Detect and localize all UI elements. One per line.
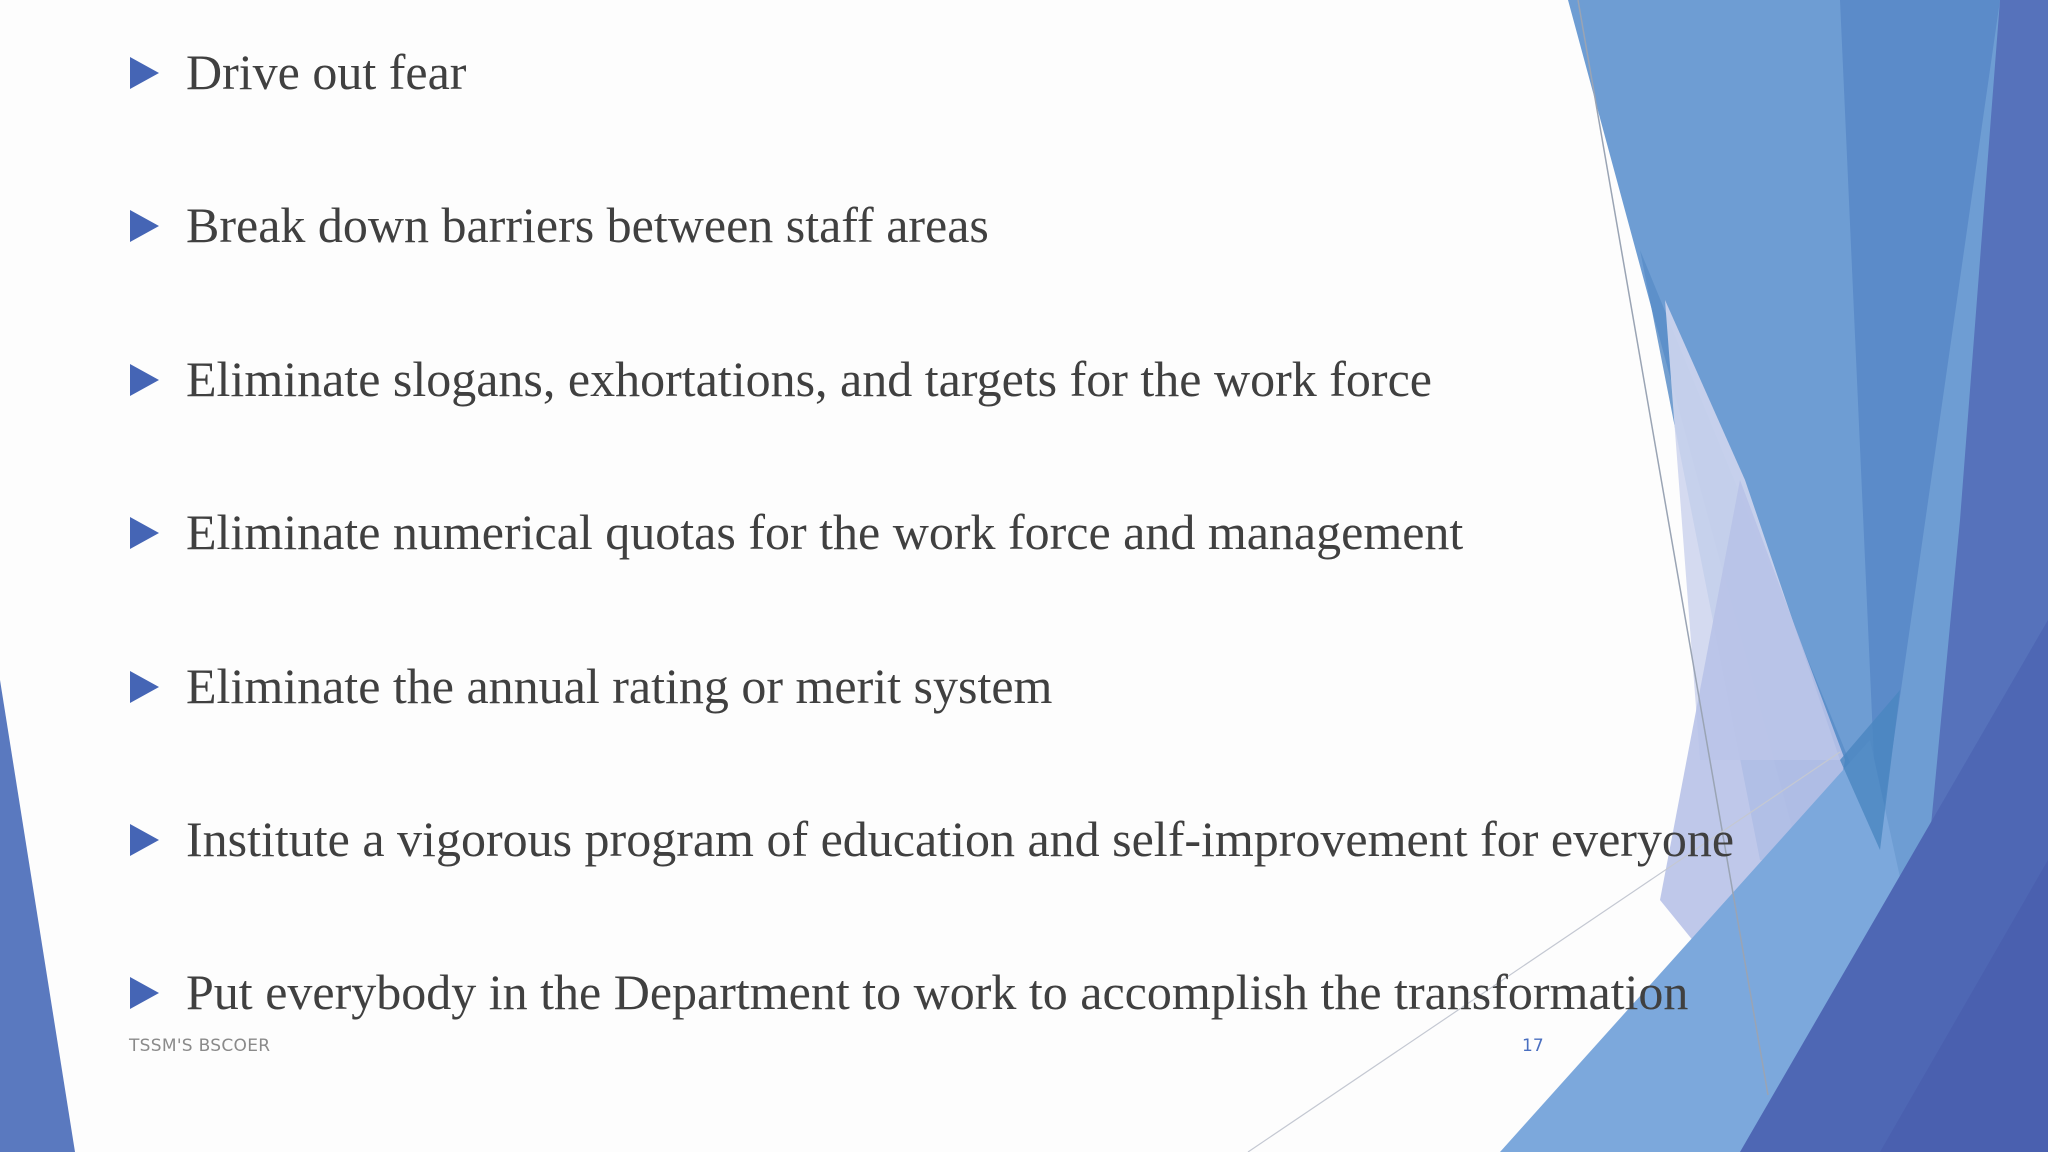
bullet-text: Eliminate the annual rating or merit system (186, 657, 1053, 714)
triangle-right-icon (130, 824, 159, 856)
triangle-right-icon (130, 977, 159, 1009)
triangle-right-icon (130, 364, 159, 396)
list-item (130, 652, 1850, 805)
list-item (130, 958, 1850, 1111)
bullet-text: Institute a vigorous program of education and self-improvement for everyone (186, 810, 1735, 867)
triangle-right-icon (130, 517, 159, 549)
bullet-text: Drive out fear (186, 44, 467, 100)
bullet-text: Eliminate slogans, exhortations, and targets for the work force (186, 350, 1432, 407)
list-item (130, 805, 1850, 958)
bullet-list (130, 38, 1850, 1112)
page-number: 17 (1522, 1036, 1544, 1056)
triangle-right-icon (130, 57, 159, 89)
list-item (130, 191, 1850, 344)
bullet-text: Put everybody in the Department to work to accomplish the transformation (186, 964, 1689, 1021)
bullet-text: Eliminate numerical quotas for the work force and management (186, 504, 1464, 561)
list-item (130, 345, 1850, 498)
footer-text: TSSM'S BSCOER (129, 1036, 271, 1056)
bullet-text: Break down barriers between staff areas (186, 197, 989, 254)
left-edge-shape (0, 680, 75, 1152)
list-item (130, 498, 1850, 651)
triangle-right-icon (130, 671, 159, 703)
list-item (130, 38, 1850, 191)
triangle-right-icon (130, 210, 159, 242)
